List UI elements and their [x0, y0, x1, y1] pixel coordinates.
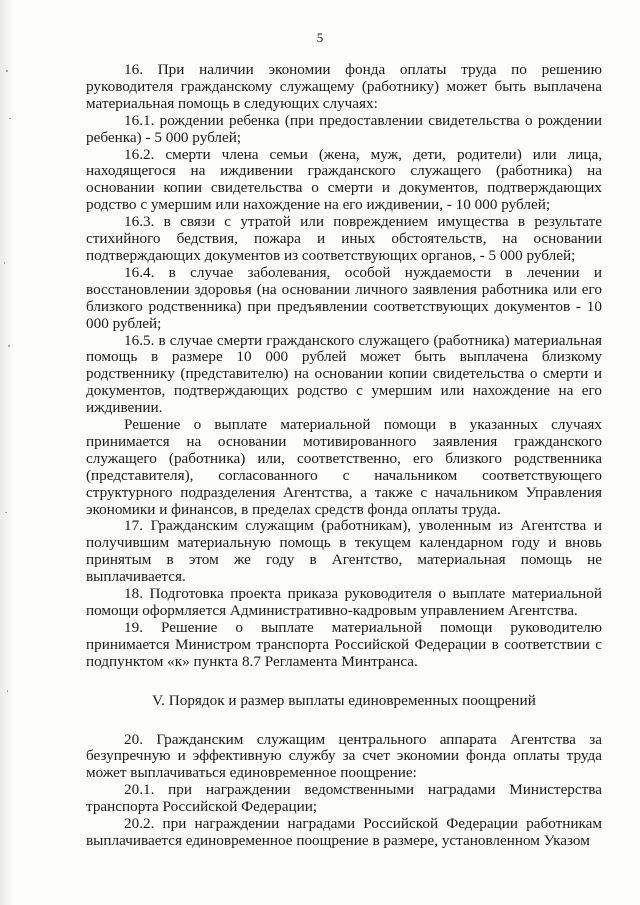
scan-speck	[6, 70, 8, 72]
scan-edge-shadow	[0, 0, 14, 905]
paragraph-16-3: 16.3. в связи с утратой или повреждением имущества в результате стихийного бедствия, пожара и иных обстоятельств, на основании подтверждающих документов из соответствующих органов, - 5 000 рублей;	[86, 213, 602, 264]
scan-speck	[5, 512, 7, 513]
paragraph-19: 19. Решение о выплате материальной помощи руководителю принимается Министром транспорта Российской Федерации в соответствии с подпунктом «к» пункта 8.7 Регламента Минтранса.	[86, 618, 602, 670]
paragraph-17: 17. Гражданским служащим (работникам), уволенным из Агентства и получившим материальную помощь в текущем календарном году и вновь принятым в этом же году в Агентство, материальная помощь не выплачивается.	[86, 517, 602, 586]
paragraph-16-2: 16.2. смерти члена семьи (жена, муж, дети, родители) или лица, находящегося на иждивении гражданского служащего (работника) на основании копии свидетельства о смерти и документов, подтверждающих родство с умершим или нахождение на его иждивении, - 10 000 рублей;	[86, 145, 602, 214]
paragraph-16-4: 16.4. в случае заболевания, особой нуждаемости в лечении и восстановлении здоровья (на основании личного заявления работника или его близкого родственника) при предъявлении соответствующих документов - 10 000 рублей;	[86, 263, 602, 332]
scan-speck	[7, 690, 8, 692]
page-number: 5	[316, 30, 324, 45]
paragraph-16-1: 16.1. рождении ребенка (при предоставлении свидетельства о рождении ребенка) - 5 000 рублей;	[86, 111, 602, 146]
scan-speck	[9, 118, 11, 119]
paragraph-18: 18. Подготовка проекта приказа руководителя о выплате материальной помощи оформляется Административно-кадровым управлением Агентства.	[86, 585, 602, 619]
document-body	[86, 62, 602, 850]
paragraph-20-2: 20.2. при награждении наградами Российской Федерации работникам выплачивается единовременное поощрение в размере, установленном Указом	[86, 815, 602, 849]
scan-speck	[4, 262, 5, 264]
paragraph-16-5: 16.5. в случае смерти гражданского служащего (работника) материальная помощь в размере 10 000 рублей может быть выплачена близкому родственнику (представителю) на основании копии свидетельства о смерти и документов, подтверждающих родство с умершим или нахождение на его иждивении.	[86, 331, 602, 417]
scan-speck	[8, 345, 10, 347]
paragraph-20-1: 20.1. при награждении ведомственными наградами Министерства транспорта Российской Федерации;	[86, 781, 602, 816]
paragraph-16: 16. При наличии экономии фонда оплаты труда по решению руководителя гражданскому служащему (работнику) может быть выплачена материальная помощь в следующих случаях:	[86, 61, 602, 112]
paragraph-decision: Решение о выплате материальной помощи в указанных случаях принимается на основании мотивированного заявления гражданского служащего (работника) или, соответственно, его близкого родственника (представителя), согласованного с начальником соответствующего структурного подразделения Агентства, а также с начальником Управления экономики и финансов, в пределах средств фонда оплаты труда.	[86, 416, 602, 518]
section-heading: V. Порядок и размер выплаты единовременных поощрений	[152, 691, 536, 709]
paragraph-20: 20. Гражданским служащим центрального аппарата Агентства за безупречную и эффективную службу за счет экономии фонда оплаты труда может выплачиваться единовременное поощрение:	[86, 730, 602, 782]
